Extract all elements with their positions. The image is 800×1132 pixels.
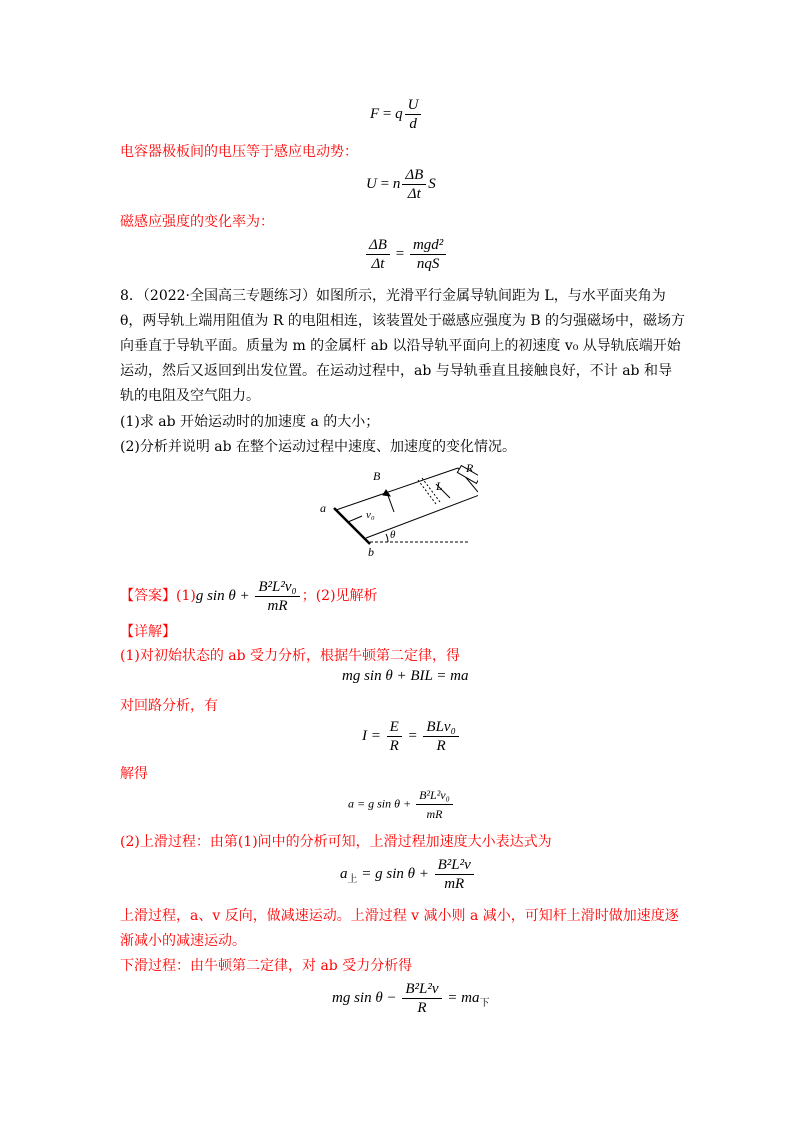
b-field-arrowhead — [383, 490, 390, 496]
problem-line-2: θ，两导轨上端用阻值为 R 的电阻相连，该装置处于磁感应强度为 B 的匀强磁场中，磁场方 — [120, 313, 686, 329]
fraction — [435, 856, 474, 893]
eq-lhs: U — [366, 175, 377, 192]
label-L: L — [436, 479, 443, 493]
equation-newton: mg sin θ + BIL = ma — [342, 668, 469, 684]
denominator: R — [436, 738, 446, 754]
fraction — [255, 578, 299, 615]
eq-subscript: 上 — [347, 873, 358, 885]
problem-line-3: 向垂直于导轨平面。质量为 m 的金属杆 ab 以沿导轨平面向上的初速度 v₀ 从导轨底端开始 — [120, 338, 681, 354]
equation-rate — [364, 236, 448, 273]
detail-step-6: 下滑过程：由牛顿第二定律，对 ab 受力分析得 — [120, 958, 413, 974]
eq-sign: = — [379, 105, 396, 122]
eq-lhs: I = — [362, 727, 385, 744]
detail-step-1: (1)对初始状态的 ab 受力分析，根据牛顿第二定律，得 — [120, 648, 461, 664]
eq-sign: = — [403, 727, 422, 744]
problem-line-1: 8．（2022·全国高三专题练习）如图所示，光滑平行金属导轨间距为 L，与水平面夹角为 — [120, 288, 666, 304]
numerator: B²L²v₀ — [255, 578, 299, 597]
denominator: mR — [426, 807, 443, 821]
numerator: BLv₀ — [423, 718, 458, 737]
numerator: B²L²v — [435, 856, 474, 875]
velocity-arrow — [348, 516, 362, 522]
numerator: B²L²v — [402, 980, 441, 999]
answer-expression — [195, 579, 302, 614]
denominator: mR — [444, 876, 465, 892]
problem-line-7: (2)分析并说明 ab 在整个运动过程中速度、加速度的变化情况。 — [120, 439, 517, 455]
equation-current — [362, 718, 461, 755]
detail-step-5b: 渐减小的减速运动。 — [120, 933, 246, 949]
denominator: R — [389, 738, 399, 754]
equation-upward — [340, 856, 476, 893]
detail-tag: 【详解】 — [120, 624, 176, 640]
problem-line-6: (1)求 ab 开始运动时的加速度 a 的大小； — [120, 414, 380, 430]
text-capacitor: 电容器极板间的电压等于感应电动势： — [120, 144, 358, 160]
label-B: B — [373, 469, 381, 483]
equation-force — [370, 96, 423, 133]
label-a: a — [320, 501, 326, 515]
denominator: R — [417, 1000, 427, 1016]
inclined-rails-figure — [318, 464, 478, 560]
angle-arc — [386, 534, 388, 542]
eq-subscript: 下 — [479, 997, 490, 1009]
label-b: b — [368, 545, 374, 559]
numerator: E — [387, 718, 402, 737]
eq-n: n — [392, 175, 401, 192]
eq-s: S — [428, 175, 436, 192]
answer-part2: (2)见解析 — [315, 587, 378, 604]
rod-ab — [334, 508, 370, 544]
equation-downward — [332, 980, 489, 1017]
eq-sign: = — [391, 245, 408, 262]
numerator: B²L²v₀ — [416, 786, 453, 805]
fraction — [410, 236, 446, 273]
answer-expr: g sin θ + — [195, 587, 254, 604]
eq-lhs: a = g sin θ + — [348, 796, 415, 811]
answer-part1: (1) — [176, 587, 196, 604]
numerator: U — [405, 96, 422, 115]
eq-lhs: F — [370, 105, 380, 122]
eq-mid: = g sin θ + — [357, 865, 433, 882]
denominator: d — [409, 116, 417, 132]
eq-q: q — [395, 105, 403, 122]
eq-sign: = — [376, 175, 393, 192]
numerator: mgd² — [410, 236, 446, 255]
label-theta: θ — [390, 529, 396, 541]
answer-line — [120, 578, 378, 615]
denominator: mR — [267, 598, 288, 614]
equation-solution — [348, 786, 455, 823]
fraction — [402, 980, 441, 1017]
eq-lhs: a — [340, 865, 348, 882]
label-v0: v₀ — [366, 509, 375, 521]
problem-line-4: 运动，然后又返回到出发位置。在运动过程中，ab 与导轨垂直且接触良好，不计 ab 和导 — [120, 363, 672, 379]
fraction — [402, 166, 426, 203]
numerator: ΔB — [402, 166, 426, 185]
detail-step-3: 解得 — [120, 766, 148, 782]
fraction — [387, 718, 402, 755]
label-R: R — [466, 464, 474, 475]
equation-voltage — [366, 166, 436, 203]
fraction — [405, 96, 422, 133]
denominator: nqS — [416, 256, 440, 272]
denominator: Δt — [371, 256, 385, 272]
eq-lhs: mg sin θ − — [332, 989, 401, 1006]
text-rate: 磁感应强度的变化率为： — [120, 214, 274, 230]
eq-rhs: = ma — [443, 989, 480, 1006]
fraction — [366, 236, 390, 273]
denominator: Δt — [407, 186, 421, 202]
dashed-rod — [418, 480, 436, 504]
answer-sep: ； — [301, 587, 316, 604]
lower-rail — [366, 494, 478, 538]
problem-line-5: 轨的电阻及空气阻力。 — [120, 388, 260, 404]
detail-step-4: (2)上滑过程：由第(1)问中的分析可知，上滑过程加速度大小表达式为 — [120, 834, 552, 850]
answer-tag: 【答案】 — [120, 587, 176, 604]
detail-step-2: 对回路分析，有 — [120, 698, 218, 714]
detail-step-5a: 上滑过程，a、v 反向，做减速运动。上滑过程 v 减小则 a 减小，可知杆上滑时做加速度逐 — [120, 908, 679, 924]
fraction — [423, 718, 458, 755]
fraction — [416, 786, 453, 823]
numerator: ΔB — [366, 236, 390, 255]
